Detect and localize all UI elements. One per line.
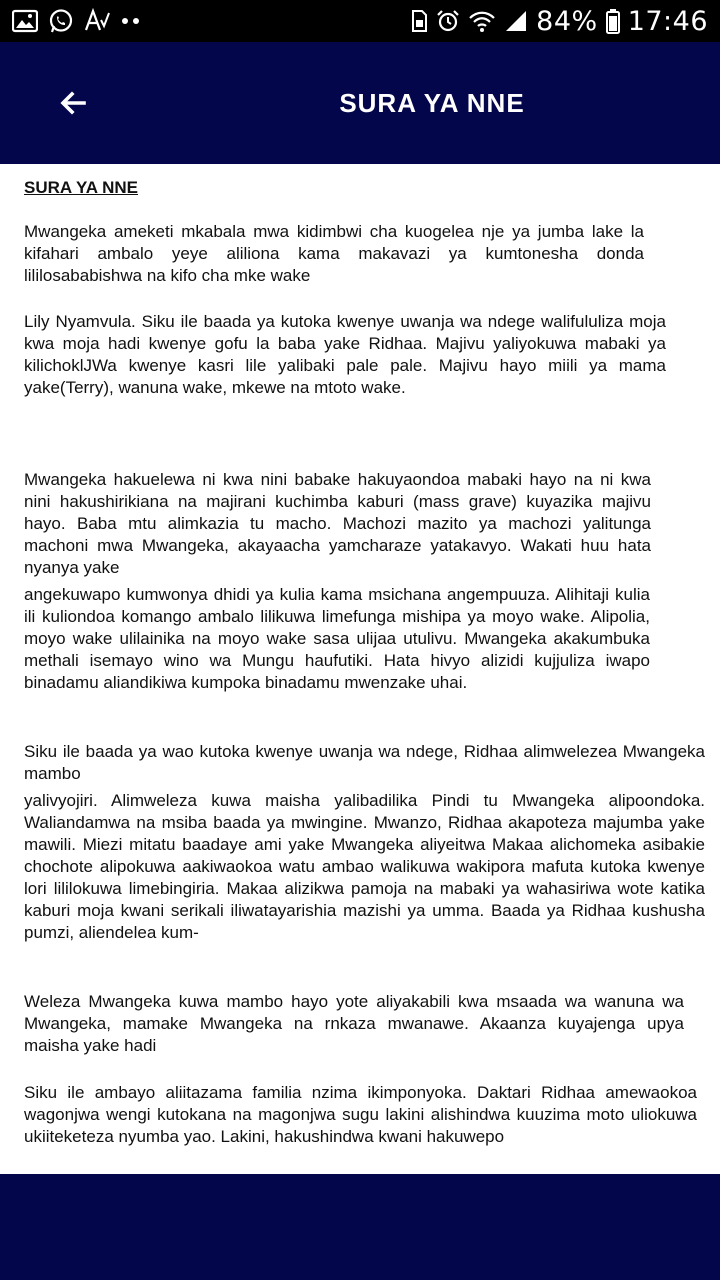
- clock: 17:46: [627, 5, 708, 37]
- paragraph-2: Lily Nyamvula. Siku ile baada ya kutoka kwenye uwanja wa ndege walifululiza moja kwa moja hadi kwenye gofu la baba yake Ridhaa. Majivu yaliyokuwa mabaki ya kilichoklJWa kwenye kasri lile yalibaki pale pale. Majivu hayo miili ya mama yake(Terry), wanuna wake, mkewe na mtoto wake.: [24, 312, 666, 397]
- chapter-heading: SURA YA NNE: [24, 178, 138, 197]
- app-bar: [0, 42, 720, 164]
- status-bar-notifications: [12, 8, 410, 34]
- paragraph-1: Mwangeka ameketi mkabala mwa kidimbwi cha kuogelea nje ya jumba lake la kifahari ambalo yeye aliliona kama makavazi ya kumtonesha donda lililosababishwa na kifo cha mke wake: [24, 222, 644, 285]
- wifi-icon: [468, 9, 496, 33]
- gallery-icon: [12, 9, 38, 33]
- page-title: SURA YA NNE: [339, 88, 525, 118]
- paragraph-3: Mwangeka hakuelewa ni kwa nini babake hakuyaondoa mabaki hayo na ni kwa nini hakushirikiana na majirani kuchimba kaburi (mass grave) kuyazika majivu hayo. Baba mtu alimkazia tu macho. Machozi mazito ya machozi yalitunga machoni mwa Mwangeka, akayaacha yamcharaze yatakavyo. Wakati huu hata nyanya yake: [24, 470, 651, 577]
- more-dots-icon: [120, 16, 142, 26]
- bottom-bar: [0, 1174, 720, 1280]
- font-icon: [84, 8, 110, 34]
- paragraph-6: yalivyojiri. Alimweleza kuwa maisha yalibadilika Pindi tu Mwangeka alipoondoka. Waliandamwa na msiba baada ya mwingine. Mwanzo, Ridhaa akapoteza majumba yake mawili. Miezi mitatu baadaye ami yake Mwangeka aliyeitwa Makaa alichomeka asibakie chochote alipokuwa aakiwaokoa watu ambao walikuwa wakipora mafuta kutoka kwenye lori lililokuwa limebingiria. Makaa alizikwa pamoja na mabaki ya wahasiriwa wote katika kaburi moja kwani serikali iliwatayarishia mazishi ya umma. Baada ya Ridhaa kushusha pumzi, aliendelea kum-: [24, 791, 705, 942]
- paragraph-5: Siku ile baada ya wao kutoka kwenye uwanja wa ndege, Ridhaa alimwelezea Mwangeka mambo: [24, 742, 705, 783]
- status-bar: [0, 0, 720, 42]
- storage-icon: [410, 9, 428, 33]
- paragraph-8: Siku ile ambayo aliitazama familia nzima ikimponyoka. Daktari Ridhaa amewaokoa wagonjwa wengi kutokana na magonjwa sugu lakini alishindwa kuuzima moto uliokuwa ukiiteketeza nyumba yao. Lakini, hakushindwa kwani hakuwepo: [24, 1083, 697, 1146]
- alarm-icon: [436, 9, 460, 33]
- signal-icon: [504, 9, 528, 33]
- paragraph-7: Weleza Mwangeka kuwa mambo hayo yote aliyakabili kwa msaada wa wanuna wa Mwangeka, mamake Mwangeka na rnkaza mwanawe. Akaanza kuyajenga upya maisha yake hadi: [24, 992, 684, 1055]
- paragraph-4: angekuwapo kumwonya dhidi ya kulia kama msichana angempuuza. Alihitaji kulia ili kuliondoa komango ambalo lilikuwa limefunga mishipa ya moyo wake. Alipolia, moyo wake ulilainika na moyo wake sasa ulijaa utulivu. Mwangeka akakumbuka methali isemayo wino wa Mungu haufutiki. Hata hivyo alizidi kujjuliza iwapo binadamu aliandikiwa kumpoka binadamu mwenzake uhai.: [24, 585, 650, 692]
- battery-icon: [606, 8, 620, 34]
- whatsapp-icon: [48, 8, 74, 34]
- reader-content[interactable]: [0, 164, 720, 1174]
- status-bar-system: [410, 6, 708, 37]
- battery-percent: 84%: [536, 5, 598, 37]
